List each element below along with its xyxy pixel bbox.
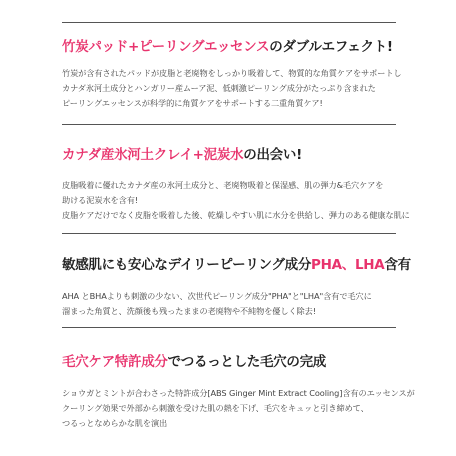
section-2-line: 助ける泥炭水を含有! xyxy=(62,195,138,205)
section-2-line: 皮脂ケアだけでなく皮脂を吸着した後、乾燥しやすい肌に水分を供給し、弾力のある健康な肌に xyxy=(62,210,410,220)
section-4-body xyxy=(62,386,415,431)
section-2-heading-highlight: カナダ産氷河土クレイ+泥炭水 xyxy=(62,147,244,163)
section-3-heading-lead: 敏感肌にも安心なデイリーピーリング成分 xyxy=(62,257,312,273)
divider-2 xyxy=(62,233,396,234)
divider-3 xyxy=(62,327,396,328)
section-3-line: 溜まった角質と、洗顔後も残ったままの老廃物や不純物を優しく除去! xyxy=(62,306,316,316)
section-4-heading-rest: でつるっとした毛穴の完成 xyxy=(167,354,327,370)
section-4-line: クーリング効果で外部から刺激を受けた肌の熱を下げ、毛穴をキュッと引き締めて、 xyxy=(62,403,369,413)
section-2-heading xyxy=(62,143,402,163)
section-1-heading-rest: のダブルエフェクト! xyxy=(269,39,393,55)
section-3-body xyxy=(62,289,402,319)
section-1-line: ピーリングエッセンスが科学的に角質ケアをサポートする二重角質ケア! xyxy=(62,98,323,108)
section-4-line: ショウガとミントが合わさった特許成分[ABS Ginger Mint Extract Cooling]含有のエッセンスが xyxy=(62,388,415,398)
divider-1 xyxy=(62,124,396,125)
section-1-line: カナダ氷河土成分とハンガリー産ムーア泥、低刺激ピーリング成分がたっぷり含まれた xyxy=(62,83,376,93)
section-2-body xyxy=(62,178,410,223)
section-4-heading-highlight: 毛穴ケア特許成分 xyxy=(62,354,168,370)
section-1-body xyxy=(62,66,402,111)
section-2-heading-rest: の出会い! xyxy=(243,147,302,163)
divider-top xyxy=(62,22,396,23)
section-1-heading-highlight: 竹炭パッド+ピーリングエッセンス xyxy=(62,39,270,55)
section-4-heading xyxy=(62,350,402,370)
section-3-line: AHA とBHAよりも刺激の少ない、次世代ピーリング成分"PHA"と"LHA"含有で毛穴に xyxy=(62,291,372,301)
section-3-heading xyxy=(62,253,411,273)
section-1-line: 竹炭が含有されたパッドが皮脂と老廃物をしっかり吸着して、物質的な角質ケアをサポートし xyxy=(62,68,402,78)
section-1-heading xyxy=(62,35,402,55)
section-4-line: つるっとなめらかな肌を演出 xyxy=(62,418,168,428)
section-3-heading-highlight: PHA、LHA xyxy=(311,257,385,273)
section-2-line: 皮脂吸着に優れたカナダ産の氷河土成分と、老廃物吸着と保湿感、肌の弾力&毛穴ケアを xyxy=(62,180,384,190)
section-3-heading-rest: 含有 xyxy=(384,257,411,273)
